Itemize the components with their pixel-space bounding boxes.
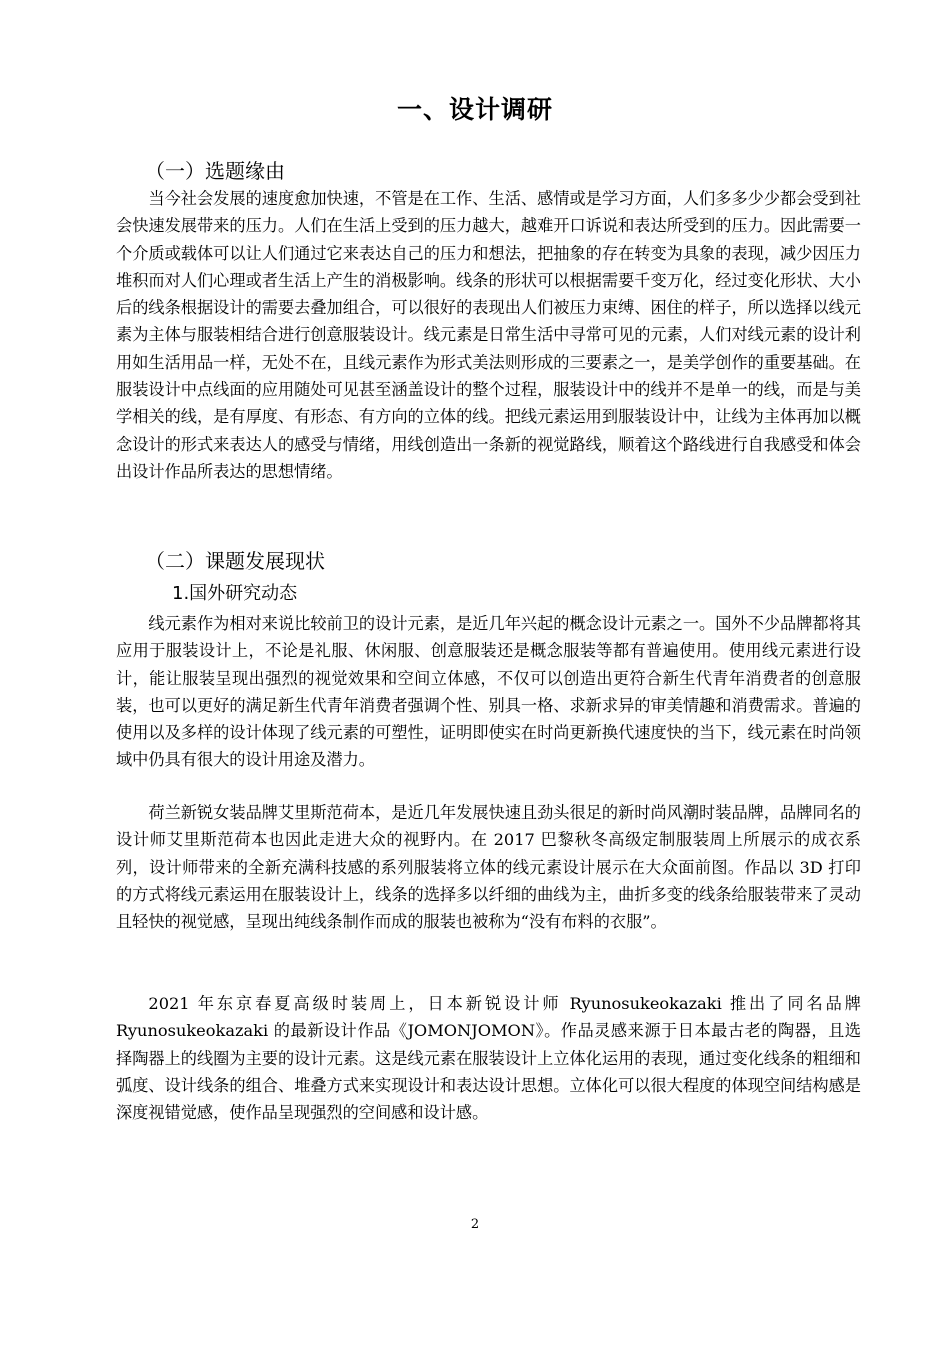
subheading-foreign-research: 1.国外研究动态 [172, 583, 298, 604]
chapter-title: 一、设计调研 [396, 95, 553, 124]
paragraph-foreign-research-3: 2021 年东京春夏高级时装周上，日本新锐设计师 Ryunosukeokazaki 推出了同名品牌 Ryunosukeokazaki 的最新设计作品《JOMONJOMON》。作品灵感来源于日本最古老的陶器，且选择陶器上的线圈为主要的设计元素。这是线元素在服装设计上立体化运用的表现，通过变化线条的粗细和弧度、设计线条的组合、堆叠方式来实现设计和表达设计思想。立体化可以很大程度的体现空间结构感是深度视错觉感，使作品呈现强烈的空间感和设计感。 [116, 994, 861, 1123]
paragraph-topic-reason: 当今社会发展的速度愈加快速，不管是在工作、生活、感情或是学习方面，人们多多少少都会受到社会快速发展带来的压力。人们在生活上受到的压力越大，越难开口诉说和表达所受到的压力。因此需要一个介质或载体可以让人们通过它来表达自己的压力和想法，把抽象的存在转变为具象的表现，减少因压力堆积而对人们心理或者生活上产生的消极影响。线条的形状可以根据需要千变万化，经过变化形状、大小后的线条根据设计的需要去叠加组合，可以很好的表现出人们被压力束缚、困住的样子，所以选择以线元素为主体与服装相结合进行创意服装设计。线元素是日常生活中寻常可见的元素，人们对线元素的设计利用如生活用品一样，无处不在，且线元素作为形式美法则形成的三要素之一，是美学创作的重要基础。在服装设计中点线面的应用随处可见甚至涵盖设计的整个过程，服装设计中的线并不是单一的线，而是与美学相关的线，是有厚度、有形态、有方向的立体的线。把线元素运用到服装设计中，让线为主体再加以概念设计的形式来表达人的感受与情绪，用线创造出一条新的视觉路线，顺着这个路线进行自我感受和体会出设计作品所表达的思想情绪。 [116, 189, 861, 481]
paragraph-foreign-research-2: 荷兰新锐女装品牌艾里斯范荷本，是近几年发展快速且劲头很足的新时尚风潮时装品牌，品牌同名的设计师艾里斯范荷本也因此走进大众的视野内。在 2017 巴黎秋冬高级定制服装周上所展示的成衣系列，设计师带来的全新充满科技感的系列服装将立体的线元素设计展示在大众面前图。作品以 3D 打印的方式将线元素运用在服装设计上，线条的选择多以纤细的曲线为主，曲折多变的线条给服装带来了灵动且轻快的视觉感，呈现出纯线条制作而成的服装也被称为“没有布料的衣服”。 [116, 803, 861, 932]
paragraph-foreign-research-1: 线元素作为相对来说比较前卫的设计元素，是近几年兴起的概念设计元素之一。国外不少品牌都将其应用于服装设计上，不论是礼服、休闲服、创意服装还是概念服装等都有普遍使用。使用线元素进行设计，能让服装呈现出强烈的视觉效果和空间立体感，不仅可以创造出更符合新生代青年消费者的创意服装，也可以更好的满足新生代青年消费者强调个性、别具一格、求新求异的审美情趣和消费需求。普遍的使用以及多样的设计体现了线元素的可塑性，证明即使实在时尚更新换代速度快的当下，线元素在时尚领域中仍具有很大的设计用途及潜力。 [116, 614, 861, 770]
page-number: 2 [470, 1217, 480, 1232]
section-heading-topic-reason: （一）选题缘由 [145, 159, 285, 183]
section-heading-development-status: （二）课题发展现状 [145, 549, 325, 573]
